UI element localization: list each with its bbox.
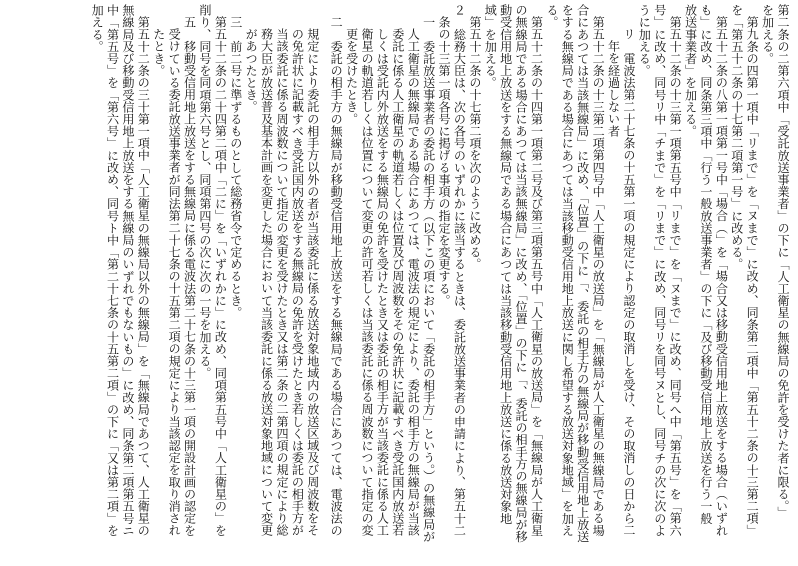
text-line: 規定により委託の相手方以外の者が当該委託に係る放送対象地域内の放送区域及び周波数をそ	[305, 28, 320, 537]
text-line: をする無線局である場合にあつては当該移動受信用地上放送に関し希望する放送対象地域」を加え	[560, 4, 575, 537]
text-line: 第五十二条の三十第一項中「人工衛星の無線局以外の無線局」を「無線局であつて、人工衛星の	[136, 16, 151, 537]
text-line: 合にあつては当該無線局」に改め、「位置」の下に「、委託の相手方の無線局が移動受信用地上放送	[575, 4, 590, 543]
text-line: 域」を加える。	[483, 4, 498, 89]
text-line: 更を受けたとき。	[344, 28, 359, 125]
text-line: も」に改め、同条第三項中「行う一般放送事業者」の下に「及び移動受信用地上放送を行う一般	[698, 4, 713, 525]
text-line: 五 移動受信用地上放送をする無線局に係る電波法第二十七条の十三第一項の開設計画の認定を	[182, 16, 197, 537]
text-line: 二 委託の相手方の無線局が移動受信用地上放送をする無線局である場合にあつては、電波法の	[329, 16, 344, 537]
text-line: 第二条の二第六項中「受託放送事業者」の下に「人工衛星の無線局の免許を受けた者に限る。」	[776, 4, 790, 519]
text-line: リ 電波法第二十七条の十五第一項の規定により認定の取消しを受け、その取消しの日から二	[621, 28, 636, 537]
text-line: 第五十二条の八第一項第一号中「場合（」を「場合又は移動受信用地上放送をする場合（いずれ	[714, 16, 729, 537]
text-line: 中「第五号」を「第六号」に改め、同号ト中「第二十七条の十五第二項」の下に「又は第二項」を	[105, 4, 120, 537]
text-line: 第五十二条の十三第一項第五号中「リまで」を「ヌまで」に改め、同号へ中「第五号」を「第六	[668, 16, 683, 537]
text-line: 第五十二条の十七第二項を次のように改める。	[467, 16, 482, 271]
text-line: 委託に係る人工衛星の軌道若しくは位置及び周波数をその免許状に記載すべき受託国内放送若	[390, 28, 405, 537]
text-line: うに加える。	[637, 4, 652, 77]
text-line: 号」に改め、同号リ中「チまで」を「リまで」に改め、同号リを同号ヌとし、同号チの次に次のよ	[652, 4, 667, 537]
text-line: 年を経過しない者	[606, 40, 621, 137]
text-line: の免許状に記載すべき受託国内放送をする無線局の免許を受けたとき若しくは委託の相手方が	[290, 28, 305, 537]
text-line: 第五十二条の十四第一項第二号及び第三項第五号中「人工衛星の放送局」を「無線局が人工衛星	[529, 16, 544, 537]
text-line: 動受信用地上放送をする無線局である場合にあつては当該移動受信用地上放送に係る放送対象地	[498, 4, 513, 525]
text-line: 第五十二条の十三第二項第四号中「人工衛星の放送局」を「無線局が人工衛星の無線局である場	[591, 16, 606, 537]
text-line: があつたとき。	[244, 28, 259, 113]
text-line: を「第五十二条の十七第二項第一号」に改める。	[729, 4, 744, 271]
text-line: 衛星の軌道若しくは位置について変更の許可若しくは当該委託に係る周波数について指定の変	[360, 28, 375, 537]
text-line: 当該委託に係る周波数について指定の変更を受けたとき又は第二条の二第四項の規定により総	[275, 28, 289, 537]
text-line: の無線局である場合にあつては当該無線局」に改め、「位置」の下に「、委託の相手方の無線局が移	[514, 4, 529, 543]
text-line: 第九条の四第一項中「リまで」を「ヌまで」に改め、同条第二項中「第五十二条の十三第二項」	[745, 16, 760, 537]
text-line: 務大臣が放送普及基本計画を変更した場合において当該委託に係る放送対象地域について変更	[259, 28, 274, 537]
text-line: 無線局及び移動受信用地上放送をする無線局のいずれでもないもの」に改め、同条第二項第五号ニ	[120, 4, 135, 537]
text-line: 受けている委託放送事業者が同法第二十七条の十五第二項の規定により当該認定を取り消され	[167, 28, 182, 537]
text-line: 人工衛星の無線局である場合にあつては、電波法の規定により、委託の相手方の無線局が当該	[406, 28, 421, 537]
text-line: を加える。	[760, 4, 775, 65]
vertical-legal-text	[89, 4, 790, 552]
text-line: 加える。	[90, 4, 105, 53]
text-line: 削り、同号を同項第六号とし、同項第四号の次に次の一号を加える。	[197, 4, 212, 380]
text-line: 一 委託放送事業者の委託の相手方（以下この項において「委託の相手方」という。）の無線局が	[421, 16, 436, 543]
text-line: る。	[544, 4, 559, 29]
text-line: しくは受託内外放送をする無線局の免許を受けたとき又は委託の相手方が当該委託に係る人工	[375, 28, 390, 537]
text-line: ２ 総務大臣は、次の各号のいずれかに該当するときは、委託放送事業者の申請により、第五十二	[452, 4, 467, 537]
text-line: 第五十二条の二十四第二項中「二に」を「いずれかに」に改め、同項第五号中「人工衛星の」を	[213, 16, 228, 537]
text-line: 条の十三第一項各号に掲げる事項の指定を変更する。	[437, 16, 452, 307]
text-line: 三 前二号に準ずるものとして総務省令で定めるとき。	[228, 16, 243, 319]
text-line: 放送事業者」を加える。	[683, 4, 698, 138]
text-line: たとき。	[151, 28, 166, 77]
